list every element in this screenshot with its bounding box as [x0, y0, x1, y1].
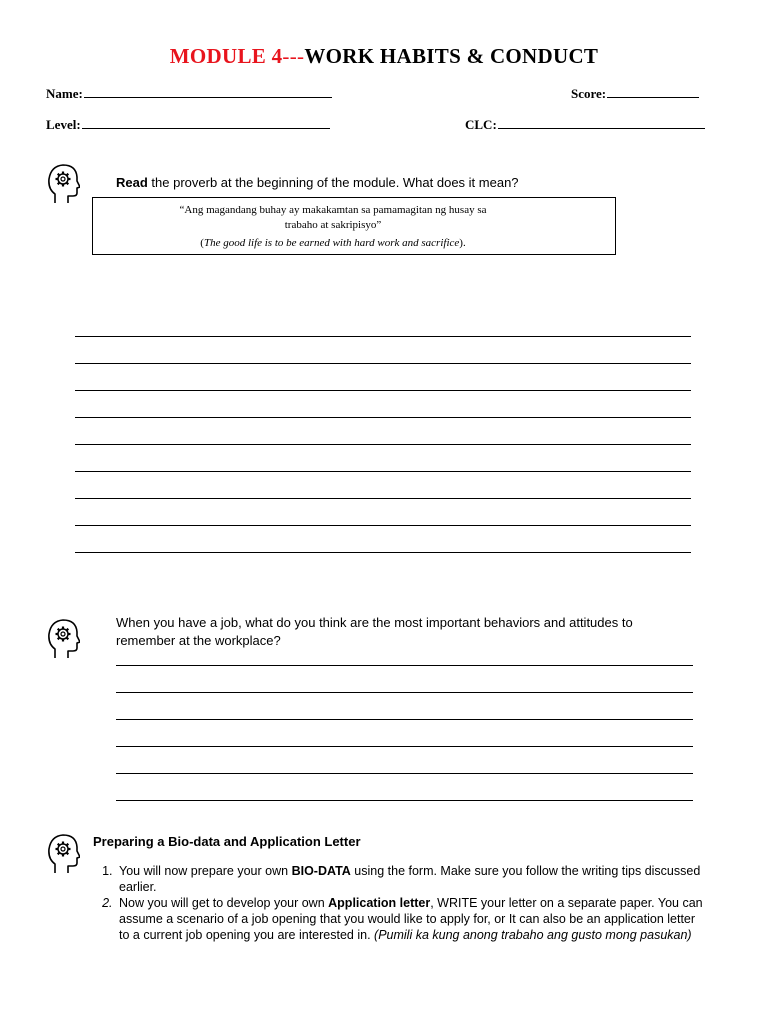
instructions-list [93, 863, 708, 943]
answer-line[interactable] [75, 363, 691, 364]
behaviors-prompt-line-2: remember at the workplace? [116, 633, 281, 648]
item2-text-mid: , WRITE your letter on a separate paper. You can assume a scenario of a job opening that you would like to apply for, or It can also be an application letter to a current job opening you are interested in. [119, 896, 703, 942]
answer-line[interactable] [75, 552, 691, 553]
item1-text-end: using the form. Make sure you follow the writing tips discussed earlier. [119, 864, 701, 894]
answer-line[interactable] [116, 719, 693, 720]
level-label: Level: [46, 117, 81, 132]
item2-bold: Application letter [328, 896, 431, 910]
list-item [116, 895, 708, 943]
bio-data-heading: Preparing a Bio-data and Application Letter [93, 834, 361, 849]
answer-line[interactable] [75, 444, 691, 445]
item1-text: You will now prepare your own [119, 864, 292, 878]
page-title [0, 44, 768, 69]
answer-line[interactable] [116, 800, 693, 801]
item2-italic: (Pumili ka kung anong trabaho ang gusto mong pasukan) [374, 928, 692, 942]
item1-bold: BIO-DATA [291, 864, 351, 878]
answer-line[interactable] [116, 665, 693, 666]
title-separator: --- [282, 44, 305, 68]
head-with-gear-icon [46, 832, 80, 874]
answer-line[interactable] [75, 525, 691, 526]
behaviors-prompt-line-1: When you have a job, what do you think are the most important behaviors and attitudes to [116, 615, 633, 630]
answer-line[interactable] [75, 417, 691, 418]
level-field[interactable] [46, 115, 330, 133]
head-with-gear-icon [46, 617, 80, 659]
name-blank[interactable] [84, 84, 332, 98]
list-item [116, 863, 708, 895]
answer-line[interactable] [75, 471, 691, 472]
item2-text: Now you will get to develop your own [119, 896, 329, 910]
clc-blank[interactable] [498, 115, 705, 129]
clc-label: CLC: [465, 117, 497, 132]
clc-field[interactable] [465, 115, 705, 133]
behaviors-prompt [116, 614, 716, 650]
proverb-box [92, 197, 616, 255]
prompt-text: the proverb at the beginning of the module. What does it mean? [147, 175, 519, 190]
translation-close-paren: ). [459, 237, 466, 249]
name-field[interactable] [46, 84, 332, 102]
answer-line[interactable] [116, 746, 693, 747]
prompt-read-word: Read [116, 175, 148, 190]
answer-line[interactable] [116, 692, 693, 693]
score-field[interactable] [571, 84, 699, 102]
level-blank[interactable] [82, 115, 330, 129]
name-label: Name: [46, 86, 83, 101]
translation-open-paren: ( [200, 237, 204, 249]
translation-text: The good life is to be earned with hard work and sacrifice [203, 237, 460, 249]
proverb-line-1: “Ang magandang buhay ay makakamtan sa pamamagitan ng husay sa [179, 204, 487, 216]
proverb-line-2: trabaho at sakripisyo” [284, 219, 382, 231]
score-label: Score: [571, 86, 607, 101]
bio-data-section [93, 834, 708, 943]
answer-line[interactable] [116, 773, 693, 774]
module-title: WORK HABITS & CONDUCT [304, 44, 599, 68]
answer-line[interactable] [75, 390, 691, 391]
answer-line[interactable] [75, 336, 691, 337]
proverb-prompt [116, 174, 519, 192]
score-blank[interactable] [607, 84, 699, 98]
answer-line[interactable] [75, 498, 691, 499]
proverb-translation [93, 236, 573, 251]
head-with-gear-icon [46, 162, 80, 204]
module-number: MODULE 4 [169, 44, 283, 68]
